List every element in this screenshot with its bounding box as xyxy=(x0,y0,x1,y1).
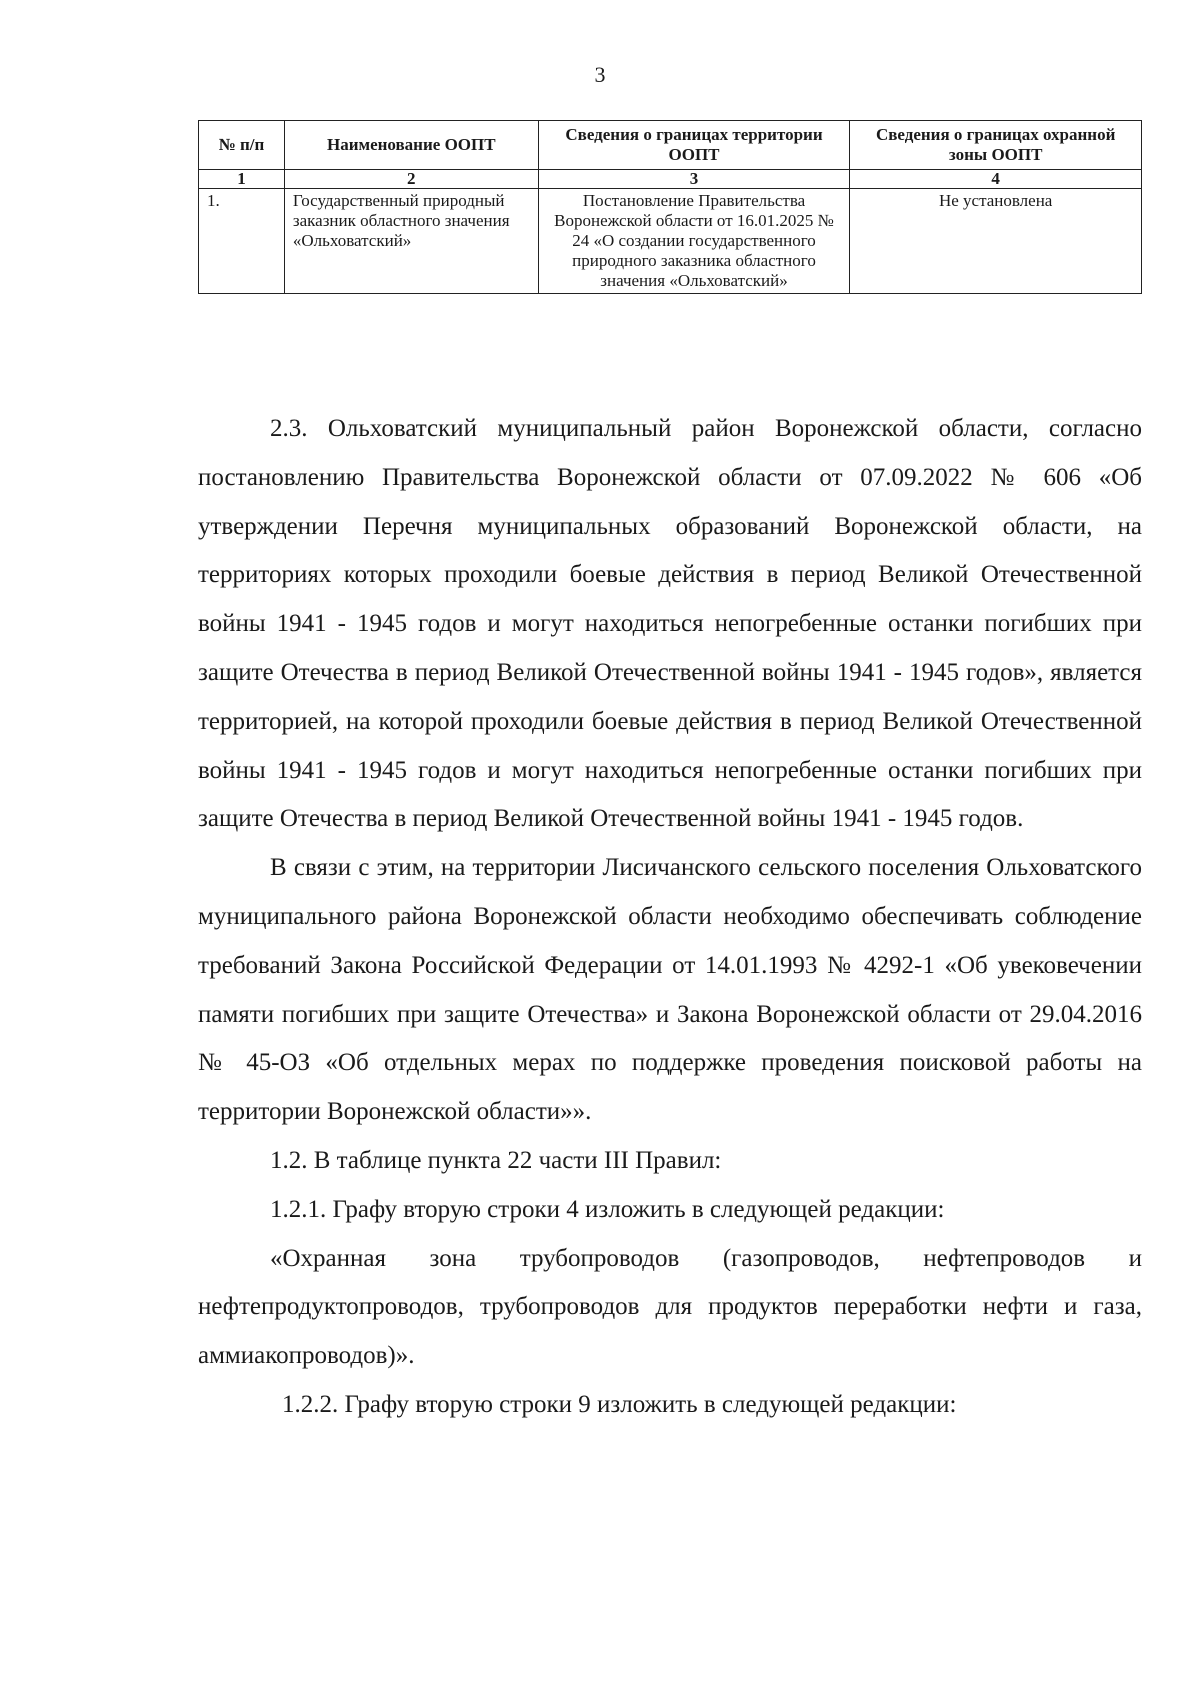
row-zone-bounds: Не установлена xyxy=(850,189,1142,294)
header-number: № п/п xyxy=(199,121,285,170)
column-number: 4 xyxy=(850,170,1142,189)
document-body xyxy=(198,405,1142,1430)
column-number: 3 xyxy=(538,170,850,189)
table-header-row xyxy=(199,121,1142,170)
row-name: Государственный природный заказник областного значения «Ольховатский» xyxy=(284,189,538,294)
column-number-row xyxy=(199,170,1142,189)
page-number: 3 xyxy=(594,62,606,87)
header-territory-bounds: Сведения о границах территории ООПТ xyxy=(538,121,850,170)
table-row xyxy=(199,189,1142,294)
header-zone-bounds: Сведения о границах охранной зоны ООПТ xyxy=(850,121,1142,170)
paragraph-1-2-1: 1.2.1. Графу вторую строки 4 изложить в следующей редакции: xyxy=(270,1195,945,1223)
paragraph-quote-pipelines: «Охранная зона трубопроводов (газопроводов, нефтепроводов и нефтепродуктопроводов, трубопроводов для продуктов переработки нефти и газа, аммиакопроводов)». xyxy=(198,1244,1142,1370)
row-territory-bounds: Постановление Правительства Воронежской области от 16.01.2025 № 24 «О создании государственного природного заказника областного значения «Ольховатский» xyxy=(538,189,850,294)
row-number: 1. xyxy=(199,189,285,294)
paragraph-1-2-2: 1.2.2. Графу вторую строки 9 изложить в следующей редакции: xyxy=(282,1390,957,1418)
column-number: 1 xyxy=(199,170,285,189)
column-number: 2 xyxy=(284,170,538,189)
paragraph-in-connection: В связи с этим, на территории Лисичанского сельского поселения Ольховатского муниципального района Воронежской области необходимо обеспечивать соблюдение требований Закона Российской Федерации от 14.01.1993 № 4292-1 «Об увековечении памяти погибших при защите Отечества» и Закона Воронежской области от 29.04.2016 № 45-ОЗ «Об отдельных мерах по поддержке проведения поисковой работы на территории Воронежской области»». xyxy=(198,854,1142,1126)
paragraph-1-2: 1.2. В таблице пункта 22 части III Правил: xyxy=(270,1146,722,1174)
paragraph-2-3: 2.3. Ольховатский муниципальный район Воронежской области, согласно постановлению Правительства Воронежской области от 07.09.2022 № 606 «Об утверждении Перечня муниципальных образований Воронежской области, на территориях которых проходили боевые действия в период Великой Отечественной войны 1941 - 1945 годов и могут находиться непогребенные останки погибших при защите Отечества в период Великой Отечественной войны 1941 - 1945 годов», является территорией, на которой проходили боевые действия в период Великой Отечественной войны 1941 - 1945 годов и могут находиться непогребенные останки погибших при защите Отечества в период Великой Отечественной войны 1941 - 1945 годов. xyxy=(198,415,1142,833)
header-name: Наименование ООПТ xyxy=(284,121,538,170)
oopt-table xyxy=(198,120,1142,294)
